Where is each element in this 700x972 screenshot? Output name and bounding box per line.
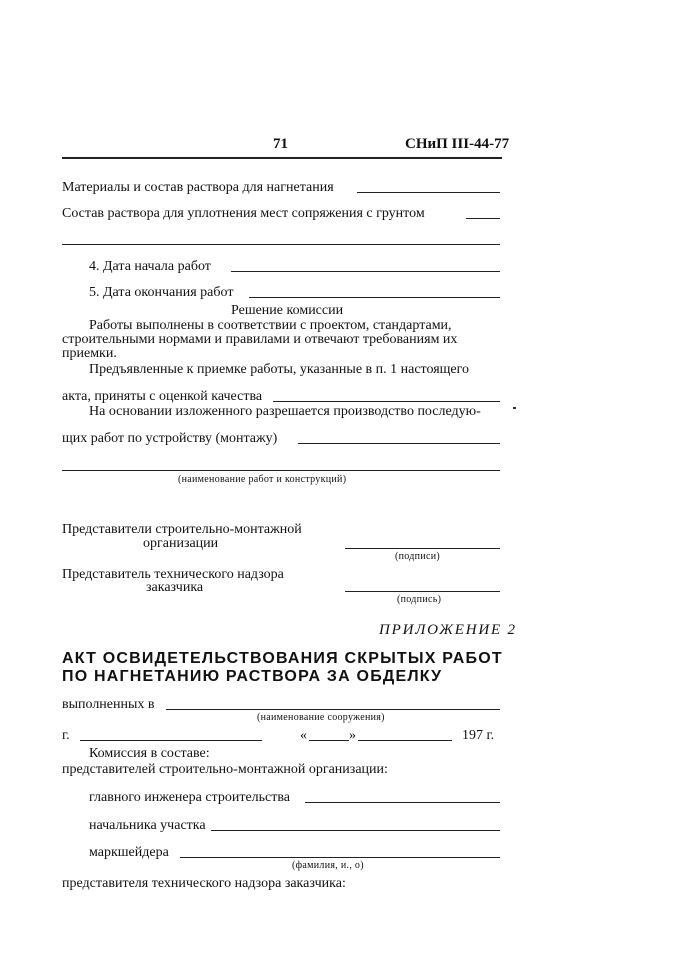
commission-label: Комиссия в составе: — [89, 746, 210, 761]
city-field-line — [80, 740, 262, 741]
year-suffix: 197 г. — [462, 728, 495, 743]
signature2-caption: (подпись) — [397, 594, 442, 605]
rep1-line1: Представители строительно-монтажной — [62, 522, 302, 537]
end-date-field-line — [249, 297, 500, 298]
document-code: СНиП III-44-77 — [405, 136, 510, 152]
structure-caption: (наименование сооружения) — [257, 712, 385, 723]
date-open-quote: « — [300, 728, 307, 743]
surveyor-field-line — [180, 857, 500, 858]
margin-mark — [513, 407, 516, 409]
month-field-line — [358, 740, 452, 741]
signature1-caption: (подписи) — [395, 551, 441, 562]
chief-engineer-label: главного инженера строительства — [89, 790, 291, 805]
decision-para2-line1: Предъявленные к приемке работы, указанные в п. 1 настоящего — [89, 362, 470, 377]
page-number: 71 — [273, 136, 288, 152]
decision-para1-line3: приемки. — [62, 346, 117, 361]
seal-label: Состав раствора для уплотнения мест сопряжения с грунтом — [62, 206, 425, 221]
structure-field-line — [166, 709, 500, 710]
rep1-line2: организации — [143, 536, 219, 551]
act-title-line2: ПО НАГНЕТАНИЮ РАСТВОРА ЗА ОБДЕЛКУ — [62, 668, 443, 685]
rep2-line2: заказчика — [146, 580, 204, 595]
seal-field-line — [466, 218, 500, 219]
name-caption: (фамилия, и., о) — [292, 860, 364, 871]
day-field-line — [309, 740, 349, 741]
city-prefix: г. — [62, 728, 70, 743]
appendix-label: ПРИЛОЖЕНИЕ 2 — [379, 622, 517, 638]
chief-engineer-field-line — [305, 802, 500, 803]
quality-field-line — [273, 401, 500, 402]
decision-para3-line1: На основании изложенного разрешается производство последую- — [89, 404, 481, 419]
materials-field-line — [357, 192, 500, 193]
signature2-line — [345, 591, 500, 592]
performed-in-label: выполненных в — [62, 697, 155, 712]
site-chief-label: начальника участка — [89, 818, 206, 833]
seal-field-line-2 — [62, 244, 500, 245]
signature1-line — [345, 548, 500, 549]
subsequent-works-field-line — [298, 443, 500, 444]
start-date-field-line — [231, 271, 500, 272]
rep2-line1: Представитель технического надзора — [62, 567, 284, 582]
site-chief-field-line — [211, 830, 500, 831]
start-date-label: 4. Дата начала работ — [89, 259, 211, 274]
act-title-line1: АКТ ОСВИДЕТЕЛЬСТВОВАНИЯ СКРЫТЫХ РАБОТ — [62, 650, 503, 667]
header-rule — [62, 157, 502, 159]
decision-para2-line2: акта, приняты с оценкой качества — [62, 389, 263, 404]
builders-reps-label: представителей строительно-монтажной организации: — [62, 762, 388, 777]
works-name-line — [62, 470, 500, 471]
decision-title: Решение комиссии — [231, 303, 344, 318]
decision-para3-line2: щих работ по устройству (монтажу) — [62, 431, 278, 446]
date-close-quote: » — [349, 728, 356, 743]
works-caption: (наименование работ и конструкций) — [178, 474, 347, 485]
decision-para1-line1: Работы выполнены в соответствии с проектом, стандартами, — [89, 318, 452, 333]
decision-para1-line2: строительными нормами и правилами и отвечают требованиям их — [62, 332, 458, 347]
customer-reps-label: представителя технического надзора заказчика: — [62, 876, 346, 891]
surveyor-label: маркшейдера — [89, 845, 169, 860]
materials-label: Материалы и состав раствора для нагнетания — [62, 180, 334, 195]
end-date-label: 5. Дата окончания работ — [89, 285, 234, 300]
